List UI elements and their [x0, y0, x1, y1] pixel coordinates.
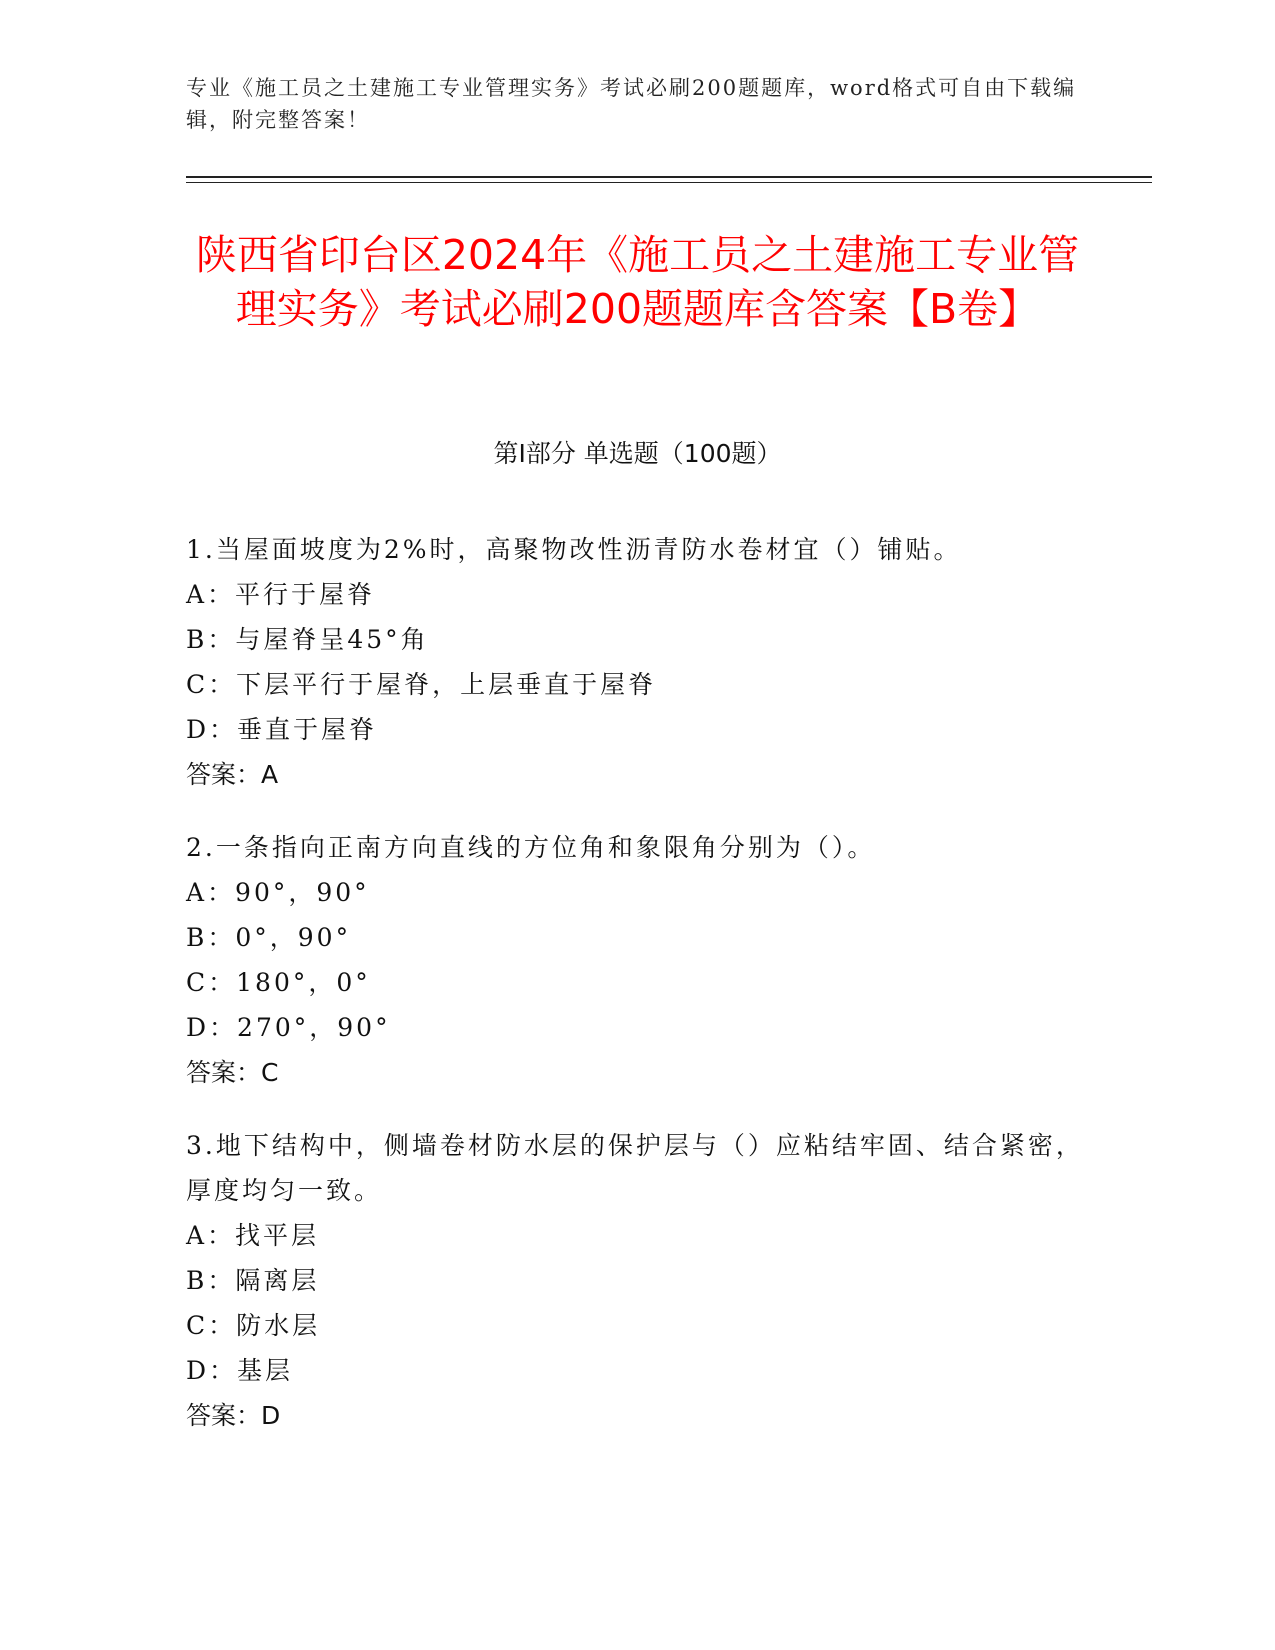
option-b: B：0°，90°	[186, 923, 352, 952]
option-b: B：隔离层	[186, 1266, 320, 1295]
answer: 答案：A	[186, 760, 279, 789]
question-2	[186, 825, 1086, 1095]
option-c: C：下层平行于屋脊，上层垂直于屋脊	[186, 670, 657, 699]
question-1	[186, 527, 1086, 797]
document-title: 陕西省印台区2024年《施工员之土建施工专业管理实务》考试必刷200题题库含答案【B卷】	[195, 231, 1080, 333]
option-d: D：270°，90°	[186, 1013, 391, 1042]
answer: 答案：C	[186, 1058, 279, 1087]
option-d: D：垂直于屋脊	[186, 715, 378, 744]
option-b: B：与屋脊呈45°角	[186, 625, 429, 654]
section-title: 第I部分 单选题（100题）	[493, 439, 782, 468]
header-divider-thick	[186, 176, 1152, 178]
option-a: A：平行于屋脊	[186, 580, 376, 609]
question-3	[186, 1123, 1086, 1438]
header-note: 专业《施工员之土建施工专业管理实务》考试必刷200题题库，word格式可自由下载编辑，附完整答案！	[186, 76, 1077, 132]
question-stem: 3.地下结构中，侧墙卷材防水层的保护层与（）应粘结牢固、结合紧密，厚度均匀一致。	[186, 1131, 1084, 1205]
option-a: A：90°，90°	[186, 878, 370, 907]
answer: 答案：D	[186, 1401, 281, 1430]
question-stem: 1.当屋面坡度为2%时，高聚物改性沥青防水卷材宜（）铺贴。	[186, 535, 962, 564]
header-divider-thin	[186, 182, 1152, 183]
option-c: C：180°，0°	[186, 968, 371, 997]
question-list	[186, 527, 1086, 1466]
question-stem: 2.一条指向正南方向直线的方位角和象限角分别为（）。	[186, 833, 876, 862]
option-d: D：基层	[186, 1356, 294, 1385]
option-a: A：找平层	[186, 1221, 320, 1250]
option-c: C：防水层	[186, 1311, 321, 1340]
